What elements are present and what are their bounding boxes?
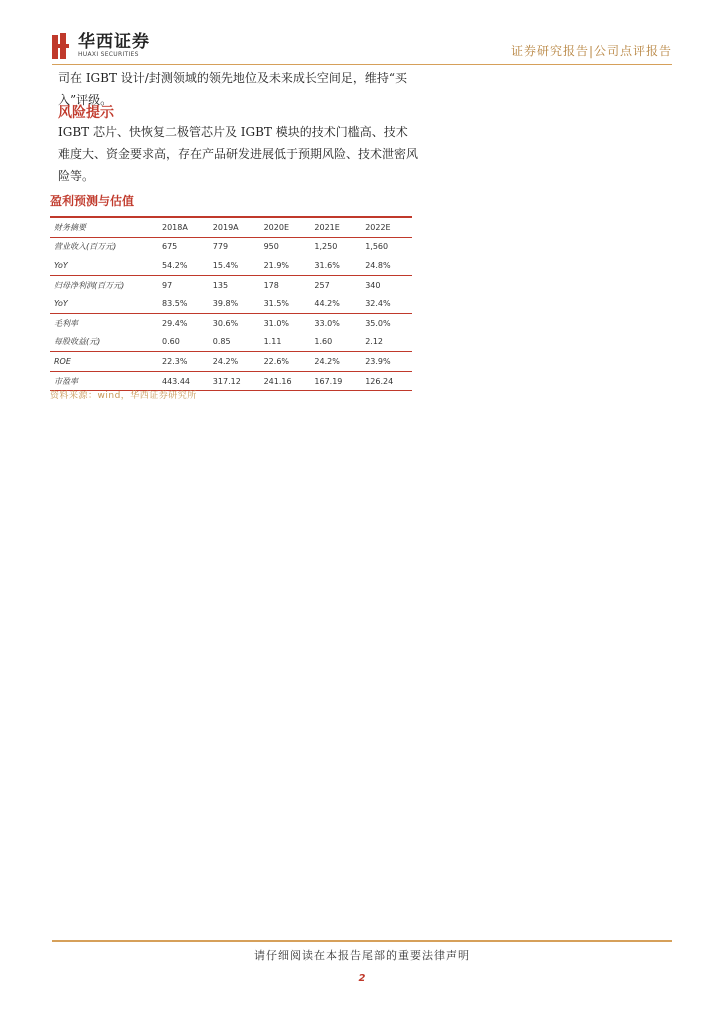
table-title: 盈利预测与估值 xyxy=(50,194,135,208)
row-label: 毛利率 xyxy=(54,318,78,328)
footer-divider xyxy=(52,940,672,942)
table-cell: 24.8% xyxy=(365,260,391,270)
table-cell: 241.16 xyxy=(263,376,292,386)
table-row xyxy=(50,275,412,294)
table-cell: 1.11 xyxy=(263,337,282,347)
table-cell: 15.4% xyxy=(212,260,239,270)
table-cell: 178 xyxy=(263,280,279,290)
table-cell: 83.5% xyxy=(162,299,188,309)
table-cell: 135 xyxy=(212,280,229,290)
report-type-label: 证券研究报告|公司点评报告 xyxy=(510,44,672,58)
header-cell: 2018A xyxy=(162,222,188,232)
table-cell: 39.8% xyxy=(212,299,239,309)
table-row xyxy=(50,294,412,313)
table-cell: 1.60 xyxy=(314,337,333,347)
table-cell: 54.2% xyxy=(162,260,188,270)
table-cell: 443.44 xyxy=(162,376,190,386)
table-cell: 317.12 xyxy=(212,376,241,386)
header-cell: 2021E xyxy=(314,222,340,232)
logo-chinese-name: 华西证券 xyxy=(78,32,150,52)
table-cell: 31.5% xyxy=(263,299,290,309)
table-cell: 779 xyxy=(212,242,229,252)
table-row xyxy=(50,333,412,352)
page-number: 2 xyxy=(358,973,366,984)
table-cell: 35.0% xyxy=(365,318,391,328)
header-cell: 2019A xyxy=(212,222,239,232)
paragraph-risk: IGBT 芯片、快恢复二极管芯片及 IGBT 模块的技术门槛高、技术难度大、资金要求高，存在产品研发进展低于预期风险、技术泄密风险等。 xyxy=(58,125,419,183)
row-label: 市盈率 xyxy=(54,376,78,386)
logo-mark-icon xyxy=(52,33,72,59)
table-cell: 33.0% xyxy=(314,318,340,328)
header-cell: 2022E xyxy=(365,222,391,232)
table-cell: 23.9% xyxy=(365,356,391,366)
risk-heading: 风险提示 xyxy=(58,105,114,121)
legal-notice: 请仔细阅读在本报告尾部的重要法律声明 xyxy=(254,949,470,962)
row-label: ROE xyxy=(54,356,71,366)
table-cell: 31.6% xyxy=(314,260,340,270)
row-label: 归母净利润(百万元) xyxy=(54,280,125,290)
table-cell: 1,250 xyxy=(314,242,338,252)
table-row xyxy=(50,256,412,275)
table-cell: 0.85 xyxy=(212,337,231,347)
table-cell: 97 xyxy=(162,280,173,290)
table-cell: 167.19 xyxy=(314,376,343,386)
table-cell: 44.2% xyxy=(314,299,340,309)
table-cell: 1,560 xyxy=(365,242,389,252)
table-header-row xyxy=(50,217,412,237)
table-cell: 257 xyxy=(314,280,330,290)
header-cell: 2020E xyxy=(263,222,290,232)
row-label: YoY xyxy=(54,260,68,270)
row-label: 营业收入(百万元) xyxy=(54,242,117,252)
table-cell: 32.4% xyxy=(365,299,391,309)
table-cell: 24.2% xyxy=(314,356,340,366)
table-source-note: 资料来源：wind，华西证券研究所 xyxy=(50,391,197,401)
table-cell: 0.60 xyxy=(162,337,180,347)
table-cell: 126.24 xyxy=(365,376,394,386)
table-cell: 30.6% xyxy=(212,318,239,328)
table-cell: 24.2% xyxy=(212,356,239,366)
logo-english-name: HUAXI SECURITIES xyxy=(78,51,139,58)
table-cell: 675 xyxy=(162,242,178,252)
row-label: 每股收益(元) xyxy=(54,337,101,347)
table-cell: 2.12 xyxy=(365,337,383,347)
header-divider xyxy=(52,64,672,65)
table-row xyxy=(50,352,412,372)
table-row xyxy=(50,237,412,256)
company-logo xyxy=(52,33,150,59)
table-row xyxy=(50,313,412,332)
table-cell: 22.3% xyxy=(162,356,188,366)
table-cell: 340 xyxy=(365,280,381,290)
table-cell: 31.0% xyxy=(263,318,290,328)
financial-forecast-table xyxy=(50,216,412,391)
table-cell: 950 xyxy=(263,242,279,252)
table-cell: 29.4% xyxy=(162,318,188,328)
header-cell: 财务摘要 xyxy=(54,222,86,232)
table-cell: 22.6% xyxy=(263,356,290,366)
table-cell: 21.9% xyxy=(263,260,290,270)
row-label: YoY xyxy=(54,299,68,309)
paragraph-rating: 司在 IGBT 设计/封测领域的领先地位及未来成长空间足，维持“买入”评级。 xyxy=(58,71,407,107)
